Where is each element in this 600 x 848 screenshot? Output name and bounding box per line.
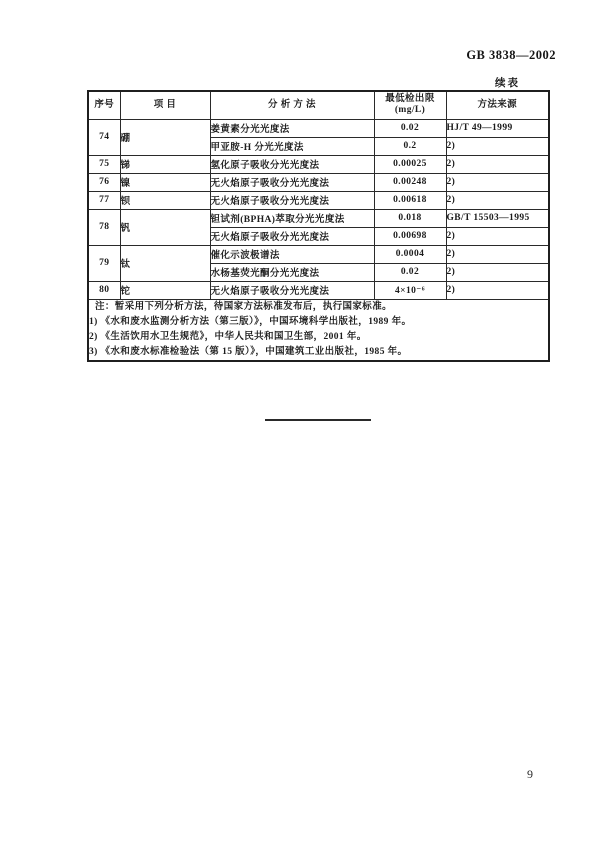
- section-separator-line: [265, 419, 371, 421]
- row-source: HJ/T 49—1999: [446, 119, 549, 137]
- header-method: 分 析 方 法: [210, 91, 374, 119]
- header-item: 项 目: [120, 91, 210, 119]
- row-no: 74: [88, 119, 120, 155]
- row-method: 氢化原子吸收分光光度法: [210, 155, 374, 173]
- row-limit: 4×10⁻⁶: [374, 281, 446, 299]
- row-no: 77: [88, 191, 120, 209]
- row-no: 80: [88, 281, 120, 299]
- header-source: 方法来源: [446, 91, 549, 119]
- header-limit: [374, 91, 446, 119]
- notes-cell: [88, 299, 549, 361]
- row-limit: 0.2: [374, 137, 446, 155]
- analysis-methods-table: [87, 90, 550, 362]
- row-limit: 0.018: [374, 209, 446, 227]
- row-source: 2): [446, 173, 549, 191]
- row-method: 无火焰原子吸收分光光度法: [210, 227, 374, 245]
- row-item: 锑: [120, 155, 210, 173]
- row-limit: 0.02: [374, 263, 446, 281]
- row-item: 钒: [120, 209, 210, 245]
- row-method: 催化示波极谱法: [210, 245, 374, 263]
- table-row: [88, 173, 549, 191]
- row-item: 硼: [120, 119, 210, 155]
- row-no: 79: [88, 245, 120, 281]
- table-header-row: [88, 91, 549, 119]
- row-method: 姜黄素分光光度法: [210, 119, 374, 137]
- page-number: 9: [527, 767, 533, 781]
- table-row: [88, 155, 549, 173]
- row-method: 水杨基荧光酮分光光度法: [210, 263, 374, 281]
- row-method: 无火焰原子吸收分光光度法: [210, 173, 374, 191]
- row-source: 2): [446, 191, 549, 209]
- row-item: 铊: [120, 281, 210, 299]
- table-row: [88, 245, 549, 263]
- note-line: 3) 《水和废水标准检验法（第 15 版）》，中国建筑工业出版社，1985 年。: [89, 346, 408, 357]
- row-source: 2): [446, 281, 549, 299]
- header-no: 序号: [88, 91, 120, 119]
- table-row: [88, 209, 549, 227]
- row-no: 75: [88, 155, 120, 173]
- row-item: 钛: [120, 245, 210, 281]
- row-limit: 0.00618: [374, 191, 446, 209]
- row-item: 钡: [120, 191, 210, 209]
- row-method: 无火焰原子吸收分光光度法: [210, 191, 374, 209]
- row-method: 无火焰原子吸收分光光度法: [210, 281, 374, 299]
- table-row: [88, 191, 549, 209]
- row-source: 2): [446, 227, 549, 245]
- row-item: 镍: [120, 173, 210, 191]
- note-line: 1) 《水和废水监测分析方法（第三版）》，中国环境科学出版社，1989 年。: [89, 316, 412, 327]
- note-line: 2) 《生活饮用水卫生规范》，中华人民共和国卫生部，2001 年。: [89, 331, 367, 342]
- row-limit: 0.02: [374, 119, 446, 137]
- table-row: [88, 119, 549, 137]
- row-limit: 0.00025: [374, 155, 446, 173]
- row-limit: 0.00248: [374, 173, 446, 191]
- row-source: GB/T 15503—1995: [446, 209, 549, 227]
- row-limit: 0.0004: [374, 245, 446, 263]
- header-limit-line1: 最低检出限: [385, 94, 435, 105]
- row-no: 78: [88, 209, 120, 245]
- row-method: 钽试剂(BPHA)萃取分光光度法: [210, 209, 374, 227]
- row-no: 76: [88, 173, 120, 191]
- continued-table-label: 续表: [495, 78, 520, 89]
- row-source: 2): [446, 263, 549, 281]
- doc-code: GB 3838—2002: [466, 48, 556, 62]
- table-notes-row: [88, 299, 549, 361]
- table-row: [88, 281, 549, 299]
- row-source: 2): [446, 245, 549, 263]
- row-source: 2): [446, 137, 549, 155]
- row-source: 2): [446, 155, 549, 173]
- note-line: 注：暂采用下列分析方法，待国家方法标准发布后，执行国家标准。: [95, 301, 393, 312]
- row-method: 甲亚胺-H 分光光度法: [210, 137, 374, 155]
- header-limit-line2: (mg/L): [394, 105, 426, 116]
- row-limit: 0.00698: [374, 227, 446, 245]
